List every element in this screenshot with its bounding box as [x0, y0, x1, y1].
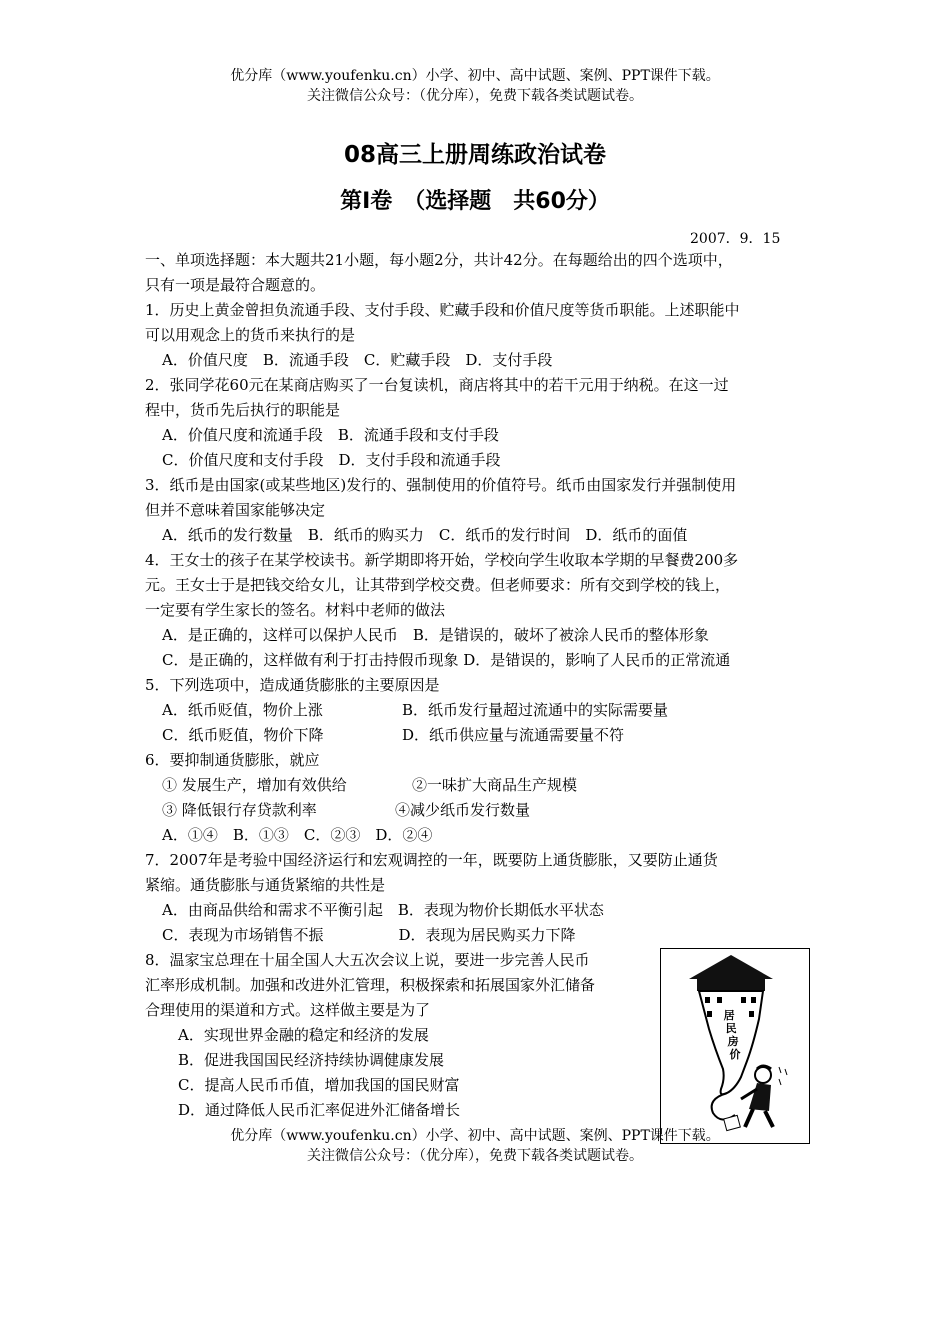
question-6-item-4: ④减少纸币发行数量 — [395, 801, 531, 819]
question-5-option-d: D．纸币供应量与流通需要量不符 — [402, 726, 625, 744]
question-6-stem: 6．要抑制通货膨胀，就应 — [145, 751, 320, 769]
question-5-stem: 5．下列选项中，造成通货膨胀的主要原因是 — [145, 676, 440, 694]
question-2-options: C．价值尺度和支付手段 D．支付手段和流通手段 — [162, 451, 501, 469]
question-5-option-c: C．纸币贬值，物价下降 — [162, 726, 324, 744]
question-8-stem: 合理使用的渠道和方式。这样做主要是为了 — [145, 1001, 431, 1019]
question-1-stem: 可以用观念上的货币来执行的是 — [145, 326, 356, 344]
question-7-options: C．表现为市场销售不振 D．表现为居民购买力下降 — [162, 926, 576, 944]
question-6-options: A．①④ B．①③ C．②③ D．②④ — [162, 826, 433, 844]
question-3-stem: 但并不意味着国家能够决定 — [145, 501, 326, 519]
question-7-stem: 7．2007年是考验中国经济运行和宏观调控的一年，既要防上通货膨胀，又要防止通货 — [145, 851, 718, 869]
question-8-option-c: C．提高人民币币值，增加我国的国民财富 — [178, 1076, 460, 1094]
question-8-option-b: B．促进我国国民经济持续协调健康发展 — [178, 1051, 445, 1069]
question-8-stem: 8．温家宝总理在十届全国人大五次会议上说，要进一步完善人民币 — [145, 951, 590, 969]
question-8-option-a: A．实现世界金融的稳定和经济的发展 — [178, 1026, 429, 1044]
section-intro: 一、单项选择题：本大题共21小题，每小题2分，共计42分。在每题给出的四个选项中， — [145, 251, 733, 269]
page-subtitle: 第Ⅰ卷 （选择题 共60分） — [340, 189, 610, 214]
cartoon-label: 居 民 房 价 — [723, 1009, 741, 1061]
question-5-option-a: A．纸币贬值，物价上涨 — [162, 701, 323, 719]
question-3-options: A．纸币的发行数量 B．纸币的购买力 C．纸币的发行时间 D．纸币的面值 — [162, 526, 688, 544]
question-8-stem: 汇率形成机制。加强和改进外汇管理，积极探索和拓展国家外汇储备 — [145, 976, 596, 994]
footer-line-1: 优分库（www.youfenku.cn）小学、初中、高中试题、案例、PPT课件下载。 — [230, 1128, 720, 1144]
question-4-stem: 元。王女士于是把钱交给女儿，让其带到学校交费。但老师要求：所有交到学校的钱上， — [145, 576, 731, 594]
question-4-stem: 一定要有学生家长的签名。材料中老师的做法 — [145, 601, 446, 619]
question-4-stem: 4．王女士的孩子在某学校读书。新学期即将开始，学校向学生收取本学期的早餐费200多 — [145, 551, 739, 569]
question-1-stem: 1．历史上黄金曾担负流通手段、支付手段、贮藏手段和价值尺度等货币职能。上述职能中 — [145, 301, 740, 319]
question-4-options: A．是正确的，这样可以保护人民币 B．是错误的，破坏了被涂人民币的整体形象 — [162, 626, 709, 644]
question-7-stem: 紧缩。通货膨胀与通货紧缩的共性是 — [145, 876, 386, 894]
question-6-item-2: ②一味扩大商品生产规模 — [412, 776, 578, 794]
question-2-stem: 程中，货币先后执行的职能是 — [145, 401, 341, 419]
question-8-option-d: D．通过降低人民币汇率促进外汇储备增长 — [178, 1101, 461, 1119]
question-5-option-b: B．纸币发行量超过流通中的实际需要量 — [402, 701, 669, 719]
question-4-options: C．是正确的，这样做有利于打击持假币现象 D．是错误的，影响了人民币的正常流通 — [162, 651, 731, 669]
question-3-stem: 3．纸币是由国家(或某些地区)发行的、强制使用的价值符号。纸币由国家发行并强制使用 — [145, 476, 737, 494]
question-1-options: A．价值尺度 B．流通手段 C．贮藏手段 D．支付手段 — [162, 351, 553, 369]
header-line-1: 优分库（www.youfenku.cn）小学、初中、高中试题、案例、PPT课件下载。 — [230, 68, 720, 84]
question-2-options: A．价值尺度和流通手段 B．流通手段和支付手段 — [162, 426, 499, 444]
header-line-2: 关注微信公众号：（优分库），免费下载各类试题试卷。 — [307, 88, 643, 104]
exam-date: 2007．9．15 — [690, 231, 781, 247]
section-intro: 只有一项是最符合题意的。 — [145, 276, 326, 294]
question-2-stem: 2．张同学花60元在某商店购买了一台复读机，商店将其中的若干元用于纳税。在这一过 — [145, 376, 729, 394]
question-6-item-1: ① 发展生产，增加有效供给 — [162, 776, 347, 794]
question-6-item-3: ③ 降低银行存贷款利率 — [162, 801, 317, 819]
housing-price-cartoon — [660, 948, 810, 1144]
footer-line-2: 关注微信公众号：（优分库），免费下载各类试题试卷。 — [307, 1148, 643, 1164]
page-title: 08高三上册周练政治试卷 — [343, 142, 606, 168]
cartoon-illustration — [661, 949, 809, 1143]
question-7-options: A．由商品供给和需求不平衡引起 B．表现为物价长期低水平状态 — [162, 901, 604, 919]
